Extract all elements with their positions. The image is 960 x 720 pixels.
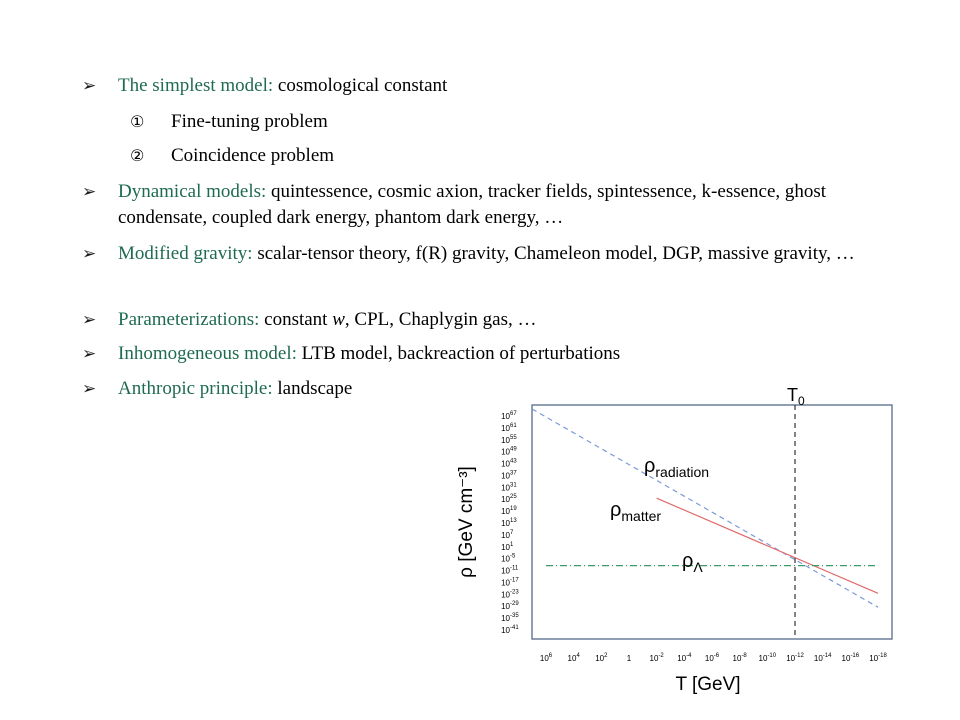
x-tick-label: $10^{-10}$: [758, 653, 777, 663]
bullet-body-w: w: [332, 309, 345, 330]
bullet-lead: Parameterizations:: [118, 309, 260, 330]
bullet-body-cont: f(R) gravity, Chameleon model, DGP, massive gravity, …: [415, 243, 855, 264]
bullet-modified-gravity: [82, 241, 882, 267]
y-tick-labels: [501, 411, 519, 635]
bullet-lead: Modified gravity:: [118, 243, 253, 264]
y-tick-label: 10-5: [501, 553, 516, 564]
bullet-lead: Inhomogeneous model:: [118, 343, 297, 364]
series-label-lambda: $\rho_\Lambda$: [682, 550, 703, 575]
bullet-arrow-icon: ➢: [82, 76, 97, 96]
y-tick-label: 10-23: [501, 589, 519, 600]
bullet-parameterizations: [82, 307, 882, 333]
bullet-body: quintessence, cosmic axion, tracker fields, spintessence, k-essence, ghost condensate, coupled dark energy, phantom dark energy, …: [118, 181, 827, 228]
bullet-lead: Anthropic principle:: [118, 378, 273, 399]
y-tick-label: 10-17: [501, 577, 519, 588]
series-label-radiation: $\rho_{radiation}$: [644, 455, 710, 480]
bullet-inhomogeneous-model: [82, 341, 882, 367]
y-tick-label: 10-35: [501, 613, 519, 624]
y-tick-label: 1055: [501, 434, 517, 445]
y-tick-label: 10-29: [501, 601, 519, 612]
sub-item-label: Fine-tuning problem: [171, 111, 328, 132]
bullet-arrow-icon: ➢: [82, 379, 97, 399]
bullet-arrow-icon: ➢: [82, 244, 97, 264]
x-tick-label: $10^6$: [539, 653, 553, 663]
y-tick-label: 1049: [501, 446, 517, 457]
y-axis-label: ρ [GeV cm⁻³]: [456, 466, 477, 578]
y-tick-label: 10-41: [501, 625, 519, 635]
x-tick-label: $10^{-12}$: [786, 653, 804, 663]
y-tick-label: 107: [501, 529, 514, 540]
series-label-matter: $\rho_{matter}$: [610, 499, 662, 524]
x-tick-label: $10^{-2}$: [649, 653, 664, 663]
bullet-body: scalar-tensor theory,: [252, 243, 416, 264]
y-tick-label: 1013: [501, 518, 517, 528]
x-tick-label: $10^{-6}$: [704, 653, 720, 663]
bullet-body: LTB model, backreaction of perturbations: [296, 343, 621, 364]
sub-item-fine-tuning: [130, 109, 328, 135]
x-tick-label: $10^{-14}$: [813, 653, 832, 663]
y-tick-label: 10-11: [501, 565, 519, 576]
bullet-body: cosmological constant: [273, 75, 448, 96]
y-tick-label: 1031: [501, 482, 517, 493]
energy-density-chart: [450, 384, 910, 704]
y-tick-label: 101: [501, 541, 514, 552]
x-tick-label: $10^{-4}$: [677, 653, 692, 663]
x-tick-labels: [540, 653, 888, 663]
x-tick-label: $10^4$: [567, 653, 580, 663]
circled-number-2: ②: [130, 146, 145, 165]
y-tick-label: 1043: [501, 458, 517, 469]
bullet-arrow-icon: ➢: [82, 182, 97, 202]
bullet-body-cont: , CPL, Chaplygin gas, …: [344, 309, 537, 330]
bullet-lead: Dynamical models:: [118, 181, 267, 202]
circled-number-1: ①: [130, 112, 145, 131]
x-tick-label: $10^{-18}$: [869, 653, 887, 663]
bullet-body: constant: [259, 309, 333, 330]
x-tick-label: $10^{-8}$: [732, 653, 747, 663]
y-tick-label: 1067: [501, 411, 517, 421]
bullet-arrow-icon: ➢: [82, 344, 97, 364]
bullet-simplest-model: [82, 73, 882, 99]
x-axis-label: T [GeV]: [675, 674, 741, 695]
bullet-body: landscape: [272, 378, 353, 399]
y-tick-label: 1037: [501, 470, 517, 481]
bullet-dynamical-models: [82, 179, 882, 231]
x-tick-label: 1: [626, 654, 632, 663]
x-tick-label: $10^2$: [595, 653, 608, 663]
y-tick-label: 1025: [501, 494, 517, 505]
marker-label-t0: $T_0$: [787, 385, 805, 408]
sub-item-coincidence: [130, 143, 334, 169]
y-tick-label: 1019: [501, 506, 517, 517]
bullet-lead: The simplest model:: [118, 75, 274, 96]
x-tick-label: $10^{-16}$: [841, 653, 860, 663]
bullet-arrow-icon: ➢: [82, 310, 97, 330]
sub-item-label: Coincidence problem: [171, 145, 335, 166]
y-tick-label: 1061: [501, 422, 517, 433]
